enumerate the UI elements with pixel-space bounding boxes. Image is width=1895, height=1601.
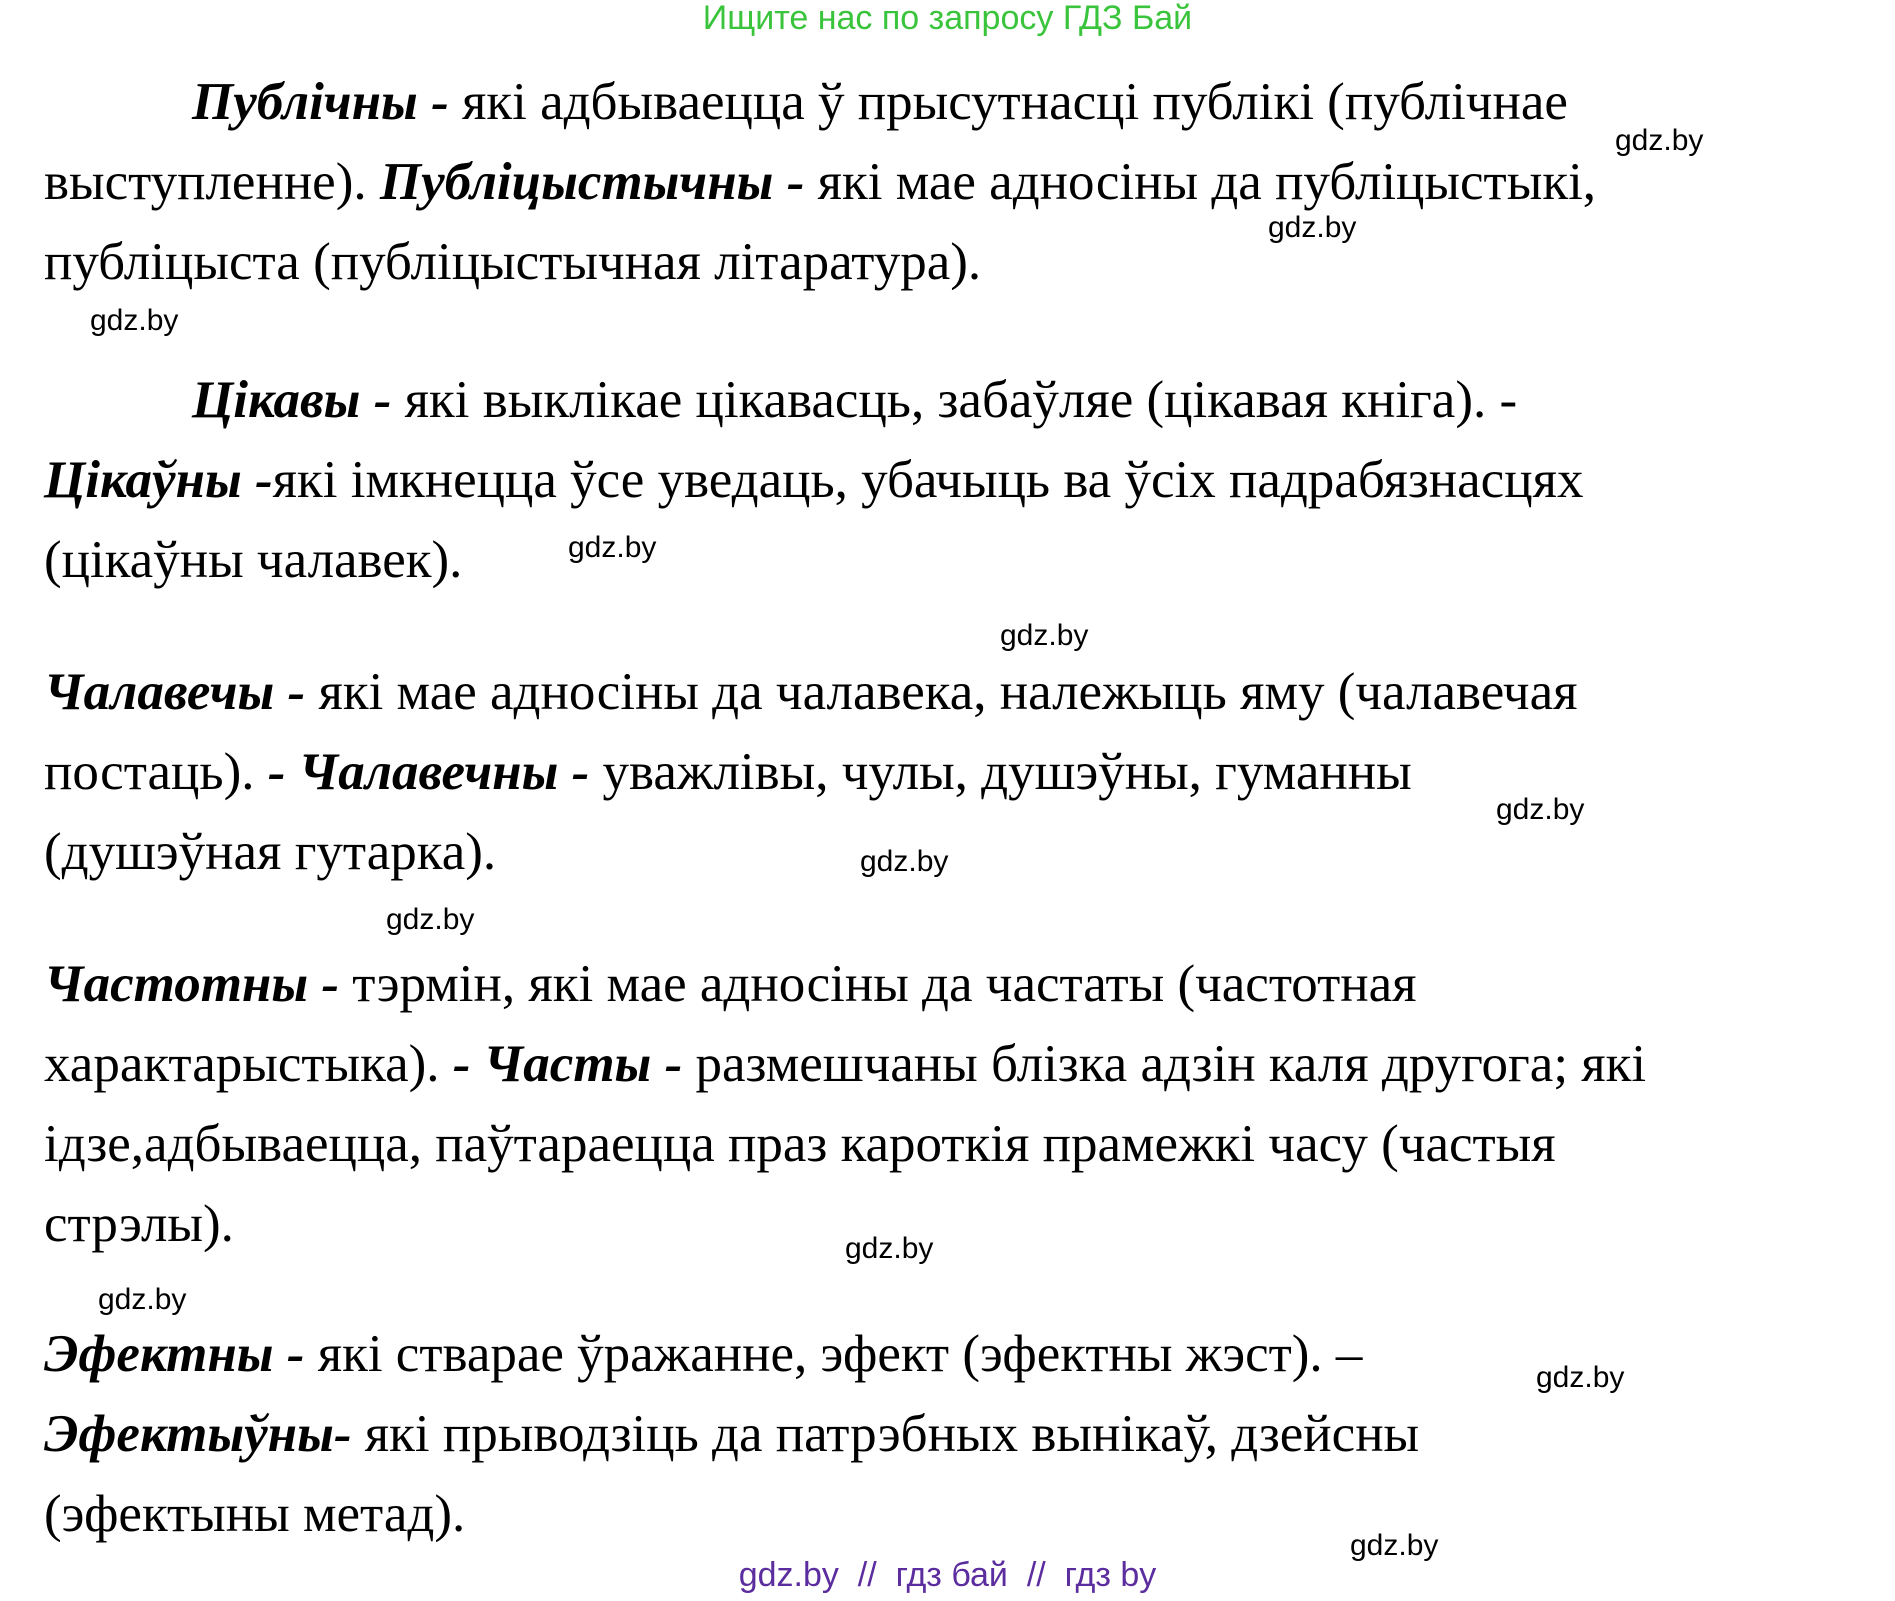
entry-line [44,142,1596,222]
entry-text: які стварае ўражанне, эфект (эфектны жэст). – [304,1325,1363,1383]
entry-line [44,1474,465,1554]
entry-line [44,1184,234,1264]
watermark: gdz.by [1350,1529,1439,1562]
entry-line [44,440,1583,520]
entry-line [44,1104,1556,1184]
watermark: gdz.by [1615,124,1704,157]
entry-text: уважлівы, чулы, душэўны, гуманны [589,743,1412,801]
watermark: gdz.by [568,531,657,564]
entry-term: Цікаўны - [44,451,273,509]
top-banner: Ищите нас по запросу ГДЗ Бай [702,0,1193,37]
entry-term: Цікавы - [192,371,392,429]
entry-line [44,652,1578,732]
entry-line [44,812,496,892]
entry-term: Частотны - [44,955,340,1013]
entry-text: які выклікае цікавасць, забаўляе (цікавая кніга). - [391,371,1518,429]
watermark: gdz.by [386,903,475,936]
entry-text: (душэўная гутарка). [44,823,497,881]
entry-line [44,732,1412,812]
entry-line [44,520,462,600]
watermark: gdz.by [98,1283,187,1316]
footer-links: gdz.by // гдз бай // гдз by [738,1556,1157,1594]
entry-text: характарыстыка). [44,1035,453,1093]
entry-term: Эфектны - [44,1325,305,1383]
entry-text: размешчаны блізка адзін каля другога; які [682,1035,1647,1093]
entry-line [192,360,1517,440]
entry-line [44,944,1417,1024]
entry-term: - Чалавечны - [267,743,590,801]
watermark: gdz.by [1000,619,1089,652]
entry-text: тэрмін, які мае адносіны да частаты (частотная [339,955,1417,1013]
entry-text: (цікаўны чалавек). [44,531,463,589]
watermark: gdz.by [860,845,949,878]
entry-text: які адбываецца ў прысутнасці публікі (публічнае [448,73,1568,131]
entry-term: Чалавечы - [44,663,306,721]
watermark: gdz.by [1268,211,1357,244]
entry-line [44,1394,1419,1474]
entry-line [44,1024,1646,1104]
entry-text: публіцыста (публіцыстычная літаратура). [44,233,982,291]
entry-text: стрэлы). [44,1195,234,1253]
entry-line [44,222,981,302]
entry-text: выступленне). [44,153,380,211]
entry-text: які імкнецца ўсе уведаць, убачыць ва ўсіх падрабязнасцях [272,451,1584,509]
watermark: gdz.by [90,304,179,337]
entry-text: які мае адносіны да чалавека, належыць яму (чалавечая [305,663,1578,721]
entry-text: ідзе,адбываецца, паўтараецца праз кароткія прамежкі часу (частыя [44,1115,1556,1173]
entry-text: які прыводзіць да патрэбных вынікаў, дзейсны [351,1405,1420,1463]
entry-line [44,1314,1362,1394]
entry-text: які мае адносіны да публіцыстыкі, [804,153,1597,211]
entry-term: Публіцыстычны - [379,153,805,211]
watermark: gdz.by [1496,793,1585,826]
entry-text: (эфектыны метад). [44,1485,466,1543]
entry-term: - Часты - [452,1035,683,1093]
watermark: gdz.by [1536,1361,1625,1394]
entry-text: постаць). [44,743,268,801]
watermark: gdz.by [845,1232,934,1265]
entry-term: Публічны - [192,73,449,131]
entry-term: Эфектыўны- [44,1405,352,1463]
